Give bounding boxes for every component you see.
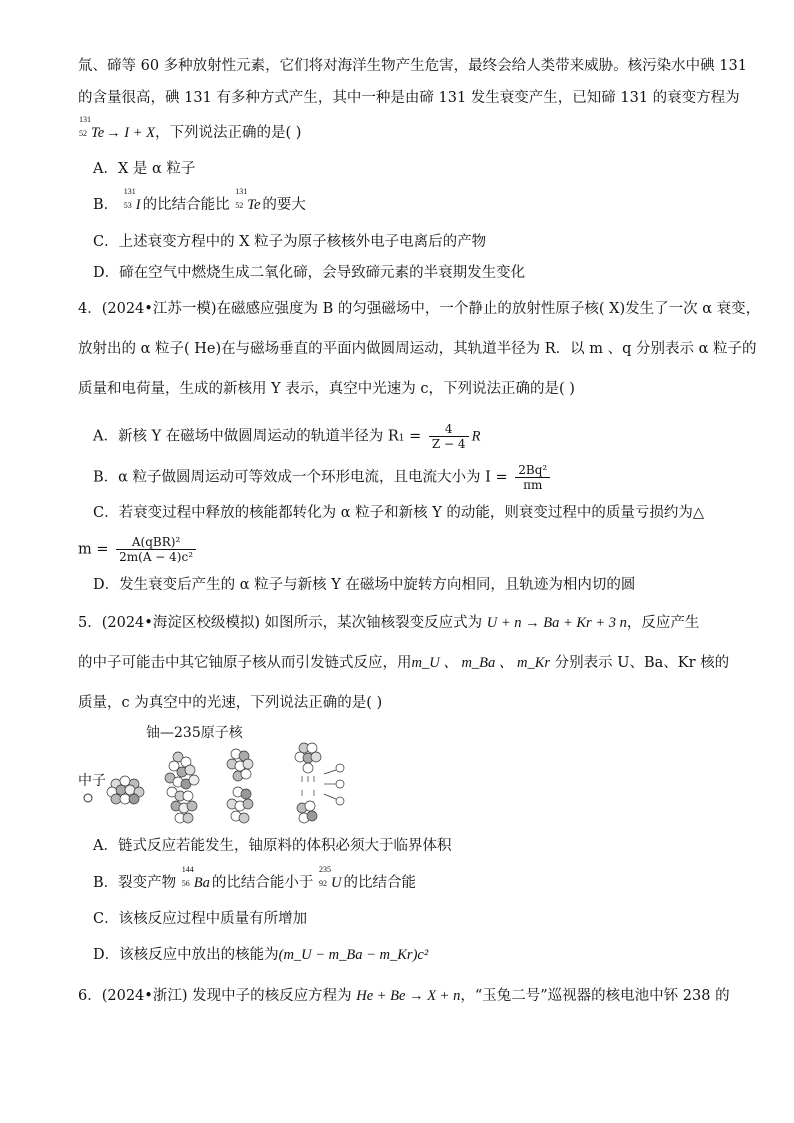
q5-stem-line-2: 的中子可能击中其它铀原子核从而引发链式反应，用m_U 、 m_Ba 、 m_Kr 分别表示 U、Ba、Kr 核的 [78, 655, 730, 671]
q4-stem-line-2: 放射出的 α 粒子( He)在与磁场垂直的平面内做圆周运动，其轨道半径为 R．以 m 、q 分别表示 α 粒子的 [78, 341, 757, 357]
para-line-2: 的含量很高，碘 131 有多种方式产生，其中一种是由碲 131 发生衰变产生，已知碲 131 的衰变方程为 [78, 90, 740, 106]
q3-option-a: A．X 是 α 粒子 [93, 161, 196, 177]
nucleus-4 [295, 743, 344, 823]
q5-stem-line-1: 5．(2024•海淀区校级模拟) 如图所示，某次铀核裂变反应式为 U + n → Ba + Kr + 3 n，反应产生 [78, 615, 700, 631]
fission-figure [78, 722, 378, 832]
q4-option-a: A．新核 Y 在磁场中做圆周运动的轨道半径为 R1 = $\frac{4}{Z - 4}$ R [93, 422, 481, 451]
q5-option-b: B．裂变产物 144 56 Ba 的比结合能小于 235 92 U 的比结合能 [93, 865, 416, 891]
nucleus-2 [165, 752, 199, 823]
q3-option-c: C．上述衰变方程中的 X 粒子为原子核核外电子电离后的产物 [93, 234, 487, 250]
q5-option-c: C．该核反应过程中质量有所增加 [93, 911, 308, 927]
figure-label-neutron: 中子 [78, 773, 106, 789]
q5-stem-line-3: 质量，c 为真空中的光速，下列说法正确的是( ) [78, 695, 383, 711]
q6-stem-line-1: 6．(2024•浙江) 发现中子的核反应方程为 He + Be → X + n，“玉兔二号”巡视器的核电池中钚 238 的 [78, 988, 730, 1004]
q3-option-d: D．碲在空气中燃烧生成二氧化碲，会导致碲元素的半衰期发生变化 [93, 265, 526, 281]
neutron-ball [84, 794, 92, 802]
q4-stem-line-3: 质量和电荷量，生成的新核用 Y 表示，真空中光速为 c，下列说法正确的是( ) [78, 381, 575, 397]
para-line-1: 氚、碲等 60 多种放射性元素，它们将对海洋生物产生危害，最终会给人类带来威胁。核污染水中碘 131 [78, 58, 747, 74]
q4-option-c: C．若衰变过程中释放的核能都转化为 α 粒子和新核 Y 的动能，则衰变过程中的质量亏损约为△ [93, 505, 705, 521]
q4-option-b: B．α 粒子做圆周运动可等效成一个环形电流，且电流大小为 I = $\frac{\text{2Bq²}}{\pi m}$ [93, 463, 733, 492]
decay-equation: → I + X [106, 125, 156, 141]
fission-equation: U + n → Ba + Kr + 3 n [486, 615, 627, 631]
q5-option-d: D．该核反应中放出的核能为(m_U − m_Ba − m_Kr)c² [93, 947, 429, 963]
para-line-3: 131 52 Te → I + X，下列说法正确的是( ) [79, 115, 302, 141]
nucleus-1 [107, 776, 144, 804]
q5-option-a: A．链式反应若能发生，铀原料的体积必须大于临界体积 [93, 838, 452, 854]
figure-caption: 铀—235原子核 [146, 725, 243, 741]
q4-stem-line-1: 4．(2024•江苏一模)在磁感应强度为 B 的匀强磁场中，一个静止的放射性原子核( X)发生了一次 α 衰变， [78, 301, 761, 317]
fission-diagram [78, 722, 378, 832]
q4-option-c-formula: m = $\frac{\text{A(qBR)²}}{\text{2m(A − 4)c²}}$ [78, 535, 718, 564]
q4-option-d: D．发生衰变后产生的 α 粒子与新核 Y 在磁场中旋转方向相同，且轨迹为相内切的圆 [93, 577, 636, 593]
nucleus-3 [227, 749, 253, 823]
q3-option-b: B． 131 53 I 的比结合能比 131 52 Te 的要大 [93, 187, 306, 213]
